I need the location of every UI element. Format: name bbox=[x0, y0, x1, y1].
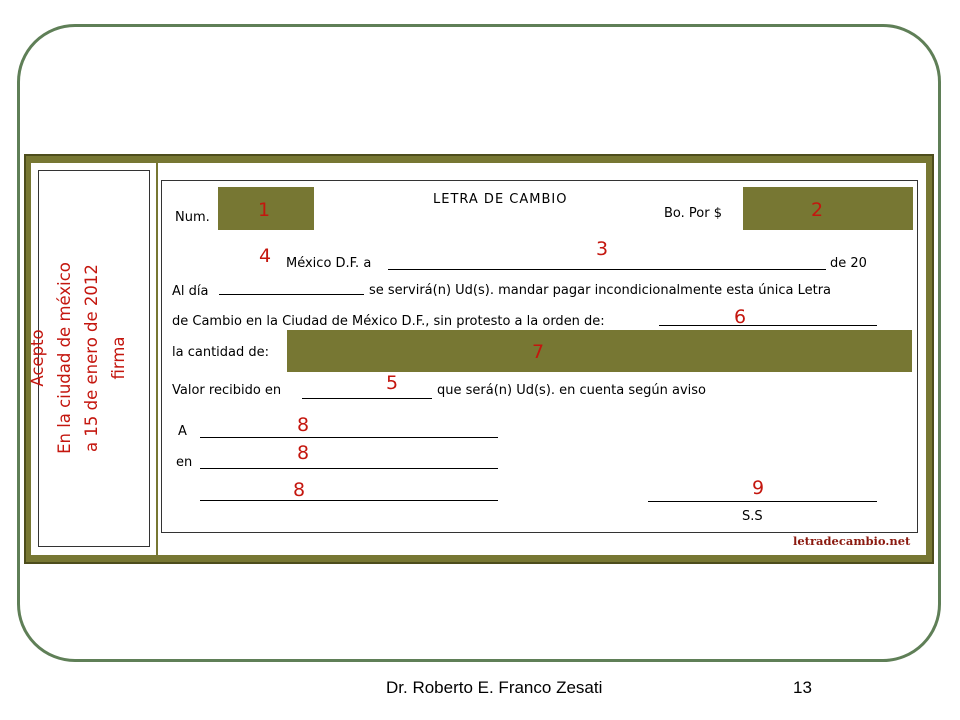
marker-4: 4 bbox=[259, 245, 272, 267]
cantidad-label: la cantidad de: bbox=[172, 345, 270, 360]
drawee-address-label: en bbox=[176, 455, 193, 470]
ss-label: S.S bbox=[742, 509, 763, 524]
date-line bbox=[388, 269, 826, 270]
footer-author: Dr. Roberto E. Franco Zesati bbox=[386, 678, 603, 697]
valor-label: Valor recibido en bbox=[172, 383, 282, 398]
year-text: de 20 bbox=[830, 256, 867, 271]
marker-6: 6 bbox=[734, 306, 747, 328]
acceptance-date: a 15 de enero de 2012 bbox=[82, 264, 101, 452]
al-dia-label: Al día bbox=[172, 284, 209, 299]
website-credit: letradecambio.net bbox=[793, 534, 911, 548]
cantidad-field bbox=[287, 330, 912, 372]
num-label: Num. bbox=[175, 210, 210, 225]
due-date-line bbox=[219, 294, 364, 295]
valor-line bbox=[302, 398, 432, 399]
payee-line bbox=[659, 325, 877, 326]
drawee-label: A bbox=[178, 424, 187, 439]
amount-field bbox=[743, 187, 913, 230]
drawee-extra-line bbox=[200, 500, 498, 501]
marker-7: 7 bbox=[532, 341, 545, 363]
marker-1: 1 bbox=[258, 199, 271, 221]
marker-2: 2 bbox=[811, 199, 824, 221]
payee-text: de Cambio en la Ciudad de México D.F., sin protesto a la orden de: bbox=[172, 314, 605, 329]
drawee-line bbox=[200, 437, 498, 438]
acceptance-word: Acepto bbox=[28, 329, 47, 387]
bo-por-label: Bo. Por $ bbox=[664, 206, 722, 221]
acceptance-text bbox=[24, 178, 164, 538]
page-number: 13 bbox=[793, 678, 812, 697]
acceptance-city: En la ciudad de méxico bbox=[55, 262, 74, 454]
place-text: México D.F. a bbox=[286, 256, 372, 271]
drawee-address-line bbox=[200, 468, 498, 469]
marker-8-drawee: 8 bbox=[297, 414, 310, 436]
marker-8-address: 8 bbox=[297, 442, 310, 464]
marker-3: 3 bbox=[596, 238, 609, 260]
signature-line bbox=[648, 501, 877, 502]
marker-9: 9 bbox=[752, 477, 765, 499]
acceptance-signature: firma bbox=[109, 336, 128, 380]
valor-tail-text: que será(n) Ud(s). en cuenta según aviso bbox=[437, 383, 706, 398]
marker-8-extra: 8 bbox=[293, 479, 306, 501]
letter-title: LETRA DE CAMBIO bbox=[433, 192, 568, 207]
marker-5: 5 bbox=[386, 372, 399, 394]
payment-order-text: se servirá(n) Ud(s). mandar pagar incondicionalmente esta única Letra bbox=[369, 283, 832, 298]
